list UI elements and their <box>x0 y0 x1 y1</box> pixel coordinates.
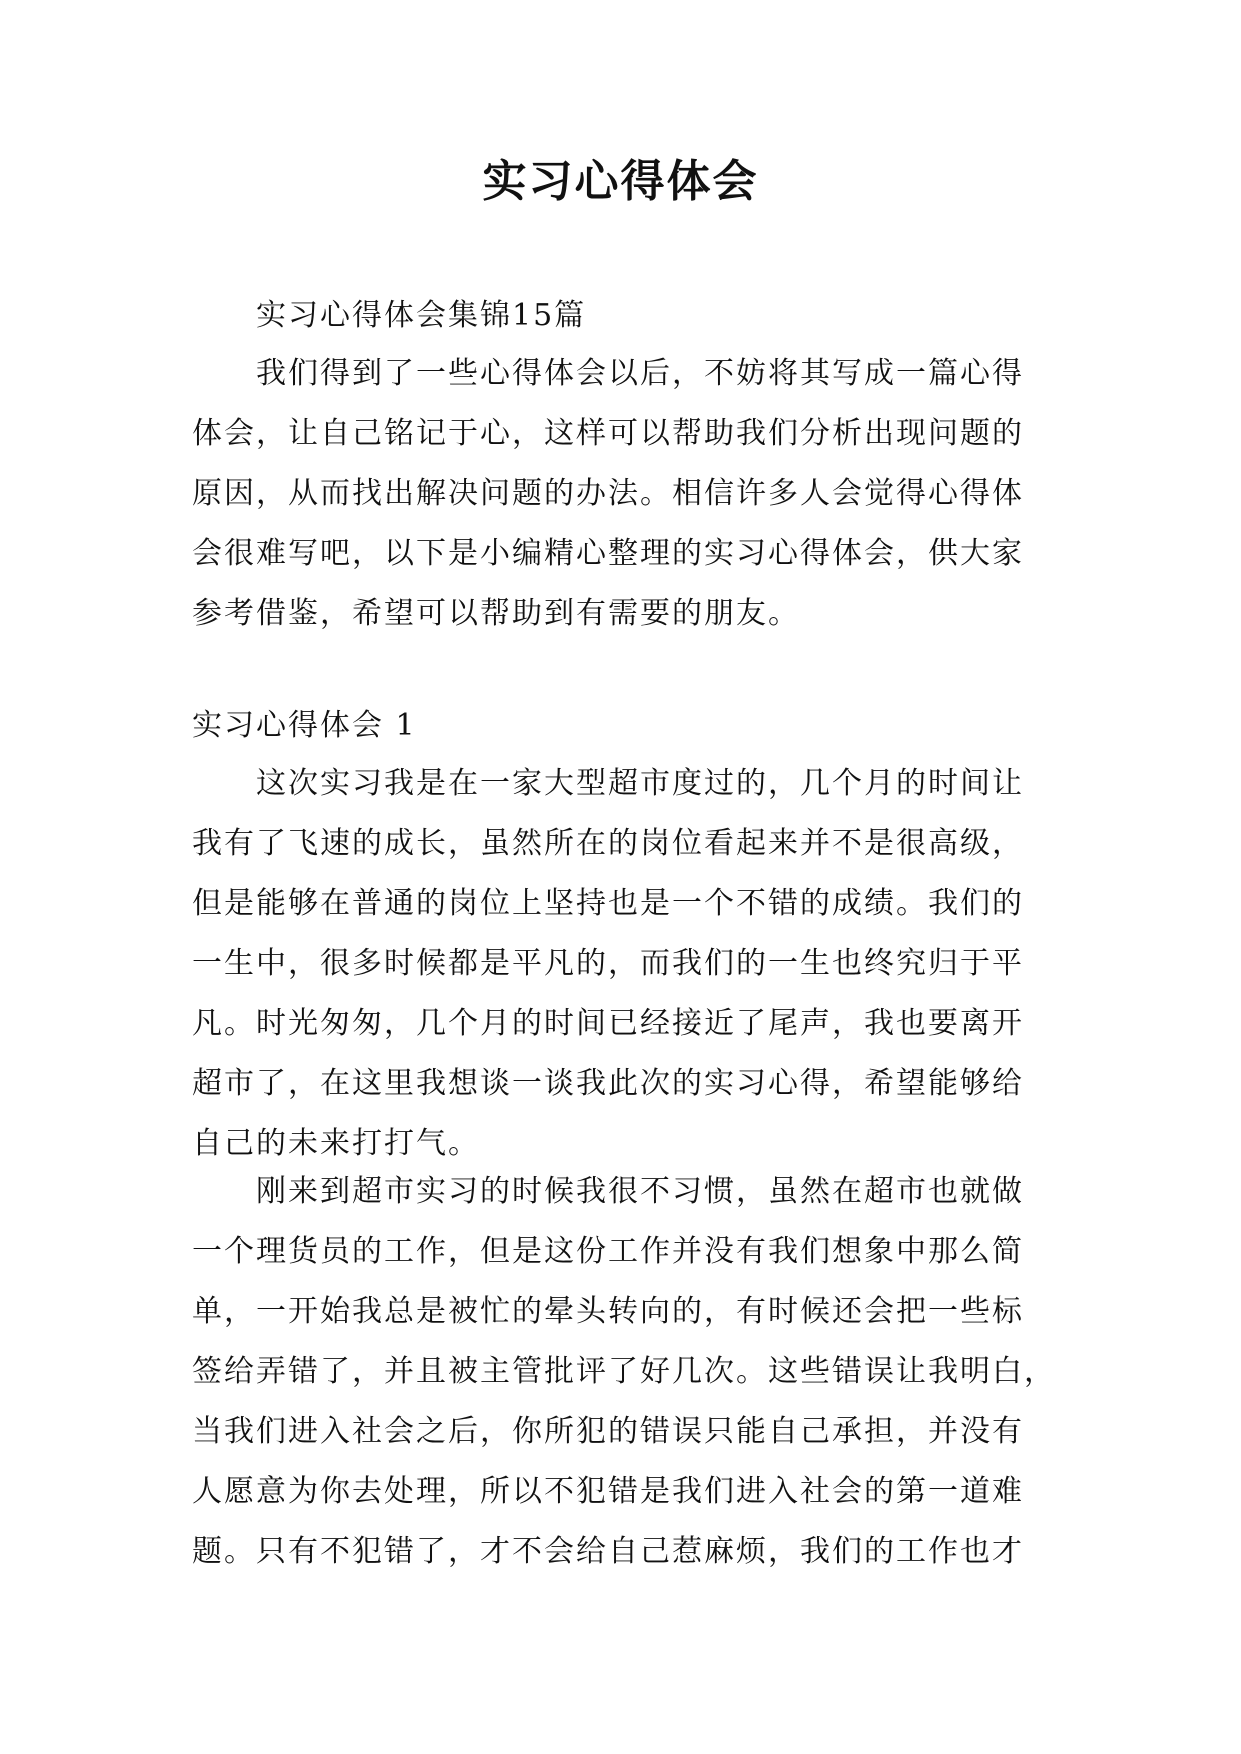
paragraph-line: 一个理货员的工作，但是这份工作并没有我们想象中那么简 <box>192 1234 1024 1269</box>
paragraph-line: 超市了，在这里我想谈一谈我此次的实习心得，希望能够给 <box>192 1066 1024 1101</box>
document-title: 实习心得体会 <box>482 156 759 207</box>
intro-line: 会很难写吧，以下是小编精心整理的实习心得体会，供大家 <box>192 536 1024 571</box>
intro-paragraph <box>192 344 1062 644</box>
paragraph-line: 我有了飞速的成长，虽然所在的岗位看起来并不是很高级， <box>192 826 1024 861</box>
intro-line: 参考借鉴，希望可以帮助到有需要的朋友。 <box>192 596 800 631</box>
body-paragraph-2 <box>192 1162 1062 1582</box>
intro-line: 体会，让自己铭记于心，这样可以帮助我们分析出现问题的 <box>192 416 1024 451</box>
body-paragraph-1 <box>192 754 1062 1174</box>
paragraph-line: 这次实习我是在一家大型超市度过的，几个月的时间让 <box>256 766 1024 801</box>
paragraph-line: 当我们进入社会之后，你所犯的错误只能自己承担，并没有 <box>192 1414 1024 1449</box>
paragraph-line: 题。只有不犯错了，才不会给自己惹麻烦，我们的工作也才 <box>192 1534 1024 1569</box>
paragraph-line: 人愿意为你去处理，所以不犯错是我们进入社会的第一道难 <box>192 1474 1024 1509</box>
paragraph-line: 单，一开始我总是被忙的晕头转向的，有时候还会把一些标 <box>192 1294 1024 1329</box>
paragraph-line: 刚来到超市实习的时候我很不习惯，虽然在超市也就做 <box>256 1174 1024 1209</box>
section-heading: 实习心得体会 1 <box>192 708 417 743</box>
paragraph-line: 一生中，很多时候都是平凡的，而我们的一生也终究归于平 <box>192 946 1024 981</box>
paragraph-line: 但是能够在普通的岗位上坚持也是一个不错的成绩。我们的 <box>192 886 1024 921</box>
document-subtitle: 实习心得体会集锦15篇 <box>256 298 587 333</box>
paragraph-line: 凡。时光匆匆，几个月的时间已经接近了尾声，我也要离开 <box>192 1006 1024 1041</box>
intro-line: 我们得到了一些心得体会以后，不妨将其写成一篇心得 <box>256 356 1024 391</box>
paragraph-line: 签给弄错了，并且被主管批评了好几次。这些错误让我明白， <box>192 1354 1056 1389</box>
paragraph-line: 自己的未来打打气。 <box>192 1126 480 1161</box>
intro-line: 原因，从而找出解决问题的办法。相信许多人会觉得心得体 <box>192 476 1024 511</box>
